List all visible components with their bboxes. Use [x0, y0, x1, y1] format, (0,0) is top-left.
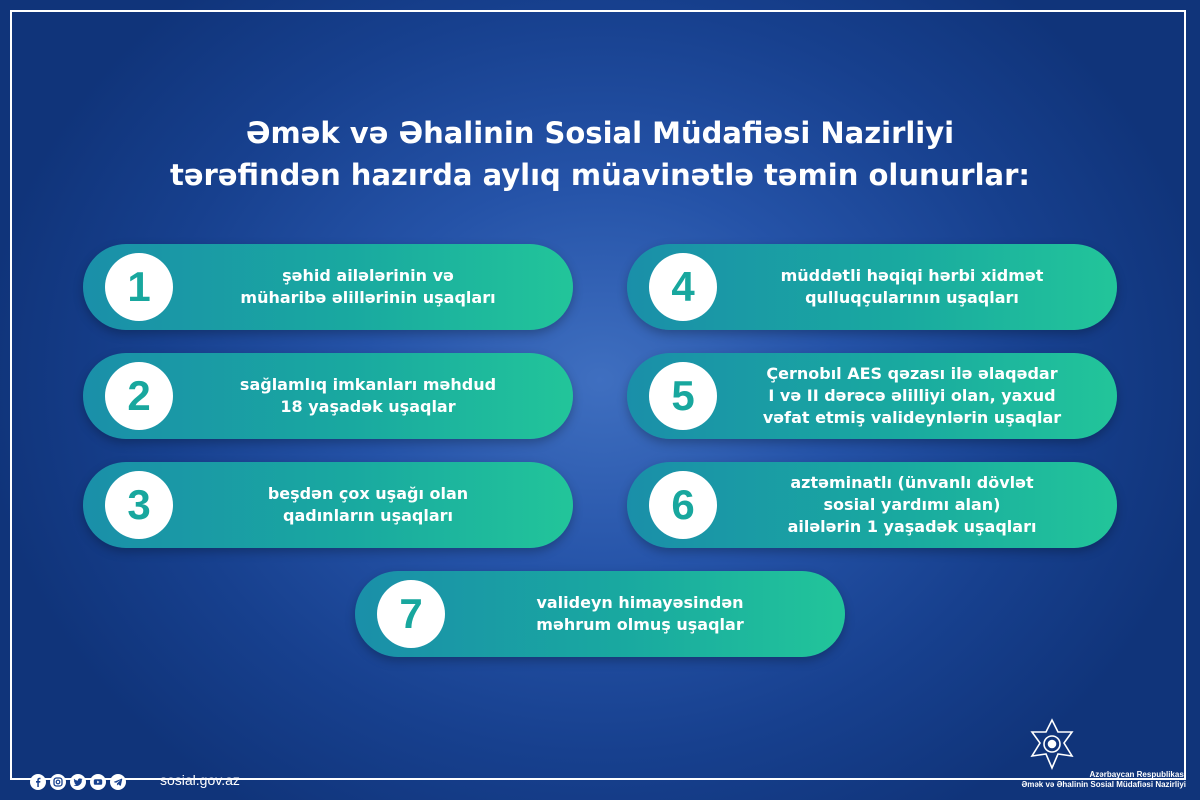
item-text	[183, 353, 553, 439]
benefit-item-5	[627, 353, 1117, 439]
benefit-item-1	[83, 244, 573, 330]
item-text	[183, 244, 553, 330]
twitter-icon[interactable]	[70, 774, 86, 790]
item-number-badge: 5	[649, 362, 717, 430]
facebook-icon[interactable]	[30, 774, 46, 790]
item-text	[183, 462, 553, 548]
item-text-line: beşdən çox uşağı olan	[267, 484, 469, 503]
item-number-badge: 6	[649, 471, 717, 539]
website-link[interactable]: sosial.gov.az	[160, 772, 240, 788]
item-text-line: müharibə əlillərinin uşaqları	[240, 288, 496, 307]
item-text-line: şəhid ailələrinin və	[282, 266, 454, 285]
item-number-badge: 2	[105, 362, 173, 430]
telegram-icon[interactable]	[110, 774, 126, 790]
title-line-2: tərəfindən hazırda aylıq müavinətlə təmin olunurlar:	[170, 158, 1030, 192]
instagram-icon[interactable]	[50, 774, 66, 790]
item-text-line: qadınların uşaqları	[282, 506, 453, 525]
item-number-badge: 1	[105, 253, 173, 321]
youtube-icon[interactable]	[90, 774, 106, 790]
benefit-item-3	[83, 462, 573, 548]
social-links	[30, 773, 126, 791]
item-text	[727, 462, 1097, 548]
item-text	[455, 571, 825, 657]
item-text-line: sosial yardımı alan)	[823, 495, 1001, 514]
item-number-badge: 3	[105, 471, 173, 539]
item-text-line: valideyn himayəsindən	[536, 593, 744, 612]
benefit-item-6	[627, 462, 1117, 548]
page-title	[0, 112, 1200, 196]
benefit-item-7	[355, 571, 845, 657]
item-text-line: Çernobıl AES qəzası ilə əlaqədar	[766, 364, 1058, 383]
item-text-line: sağlamlıq imkanları məhdud	[239, 375, 497, 394]
item-text-line: I və II dərəcə əlilliyi olan, yaxud	[768, 386, 1056, 405]
item-number-badge: 4	[649, 253, 717, 321]
ministry-caption-line-2: Əmək və Əhalinin Sosial Müdafiəsi Nazirliyi	[1021, 780, 1186, 789]
item-text-line: ailələrin 1 yaşadək uşaqları	[787, 517, 1037, 536]
benefit-item-4	[627, 244, 1117, 330]
item-text	[727, 353, 1097, 439]
item-text-line: 18 yaşadək uşaqlar	[280, 397, 456, 416]
item-text	[727, 244, 1097, 330]
title-line-1: Əmək və Əhalinin Sosial Müdafiəsi Nazirliyi	[245, 116, 955, 150]
item-text-line: müddətli həqiqi hərbi xidmət	[780, 266, 1044, 285]
item-text-line: vəfat etmiş valideynlərin uşaqlar	[762, 408, 1062, 427]
benefit-item-2	[83, 353, 573, 439]
item-text-line: məhrum olmuş uşaqlar	[536, 615, 744, 634]
ministry-caption	[906, 770, 1186, 790]
ministry-emblem-icon	[1022, 718, 1082, 770]
item-number-badge: 7	[377, 580, 445, 648]
item-text-line: aztəminatlı (ünvanlı dövlət	[790, 473, 1034, 492]
ministry-caption-line-1: Azərbaycan Respublikası	[1089, 770, 1186, 779]
item-text-line: qulluqçularının uşaqları	[805, 288, 1019, 307]
